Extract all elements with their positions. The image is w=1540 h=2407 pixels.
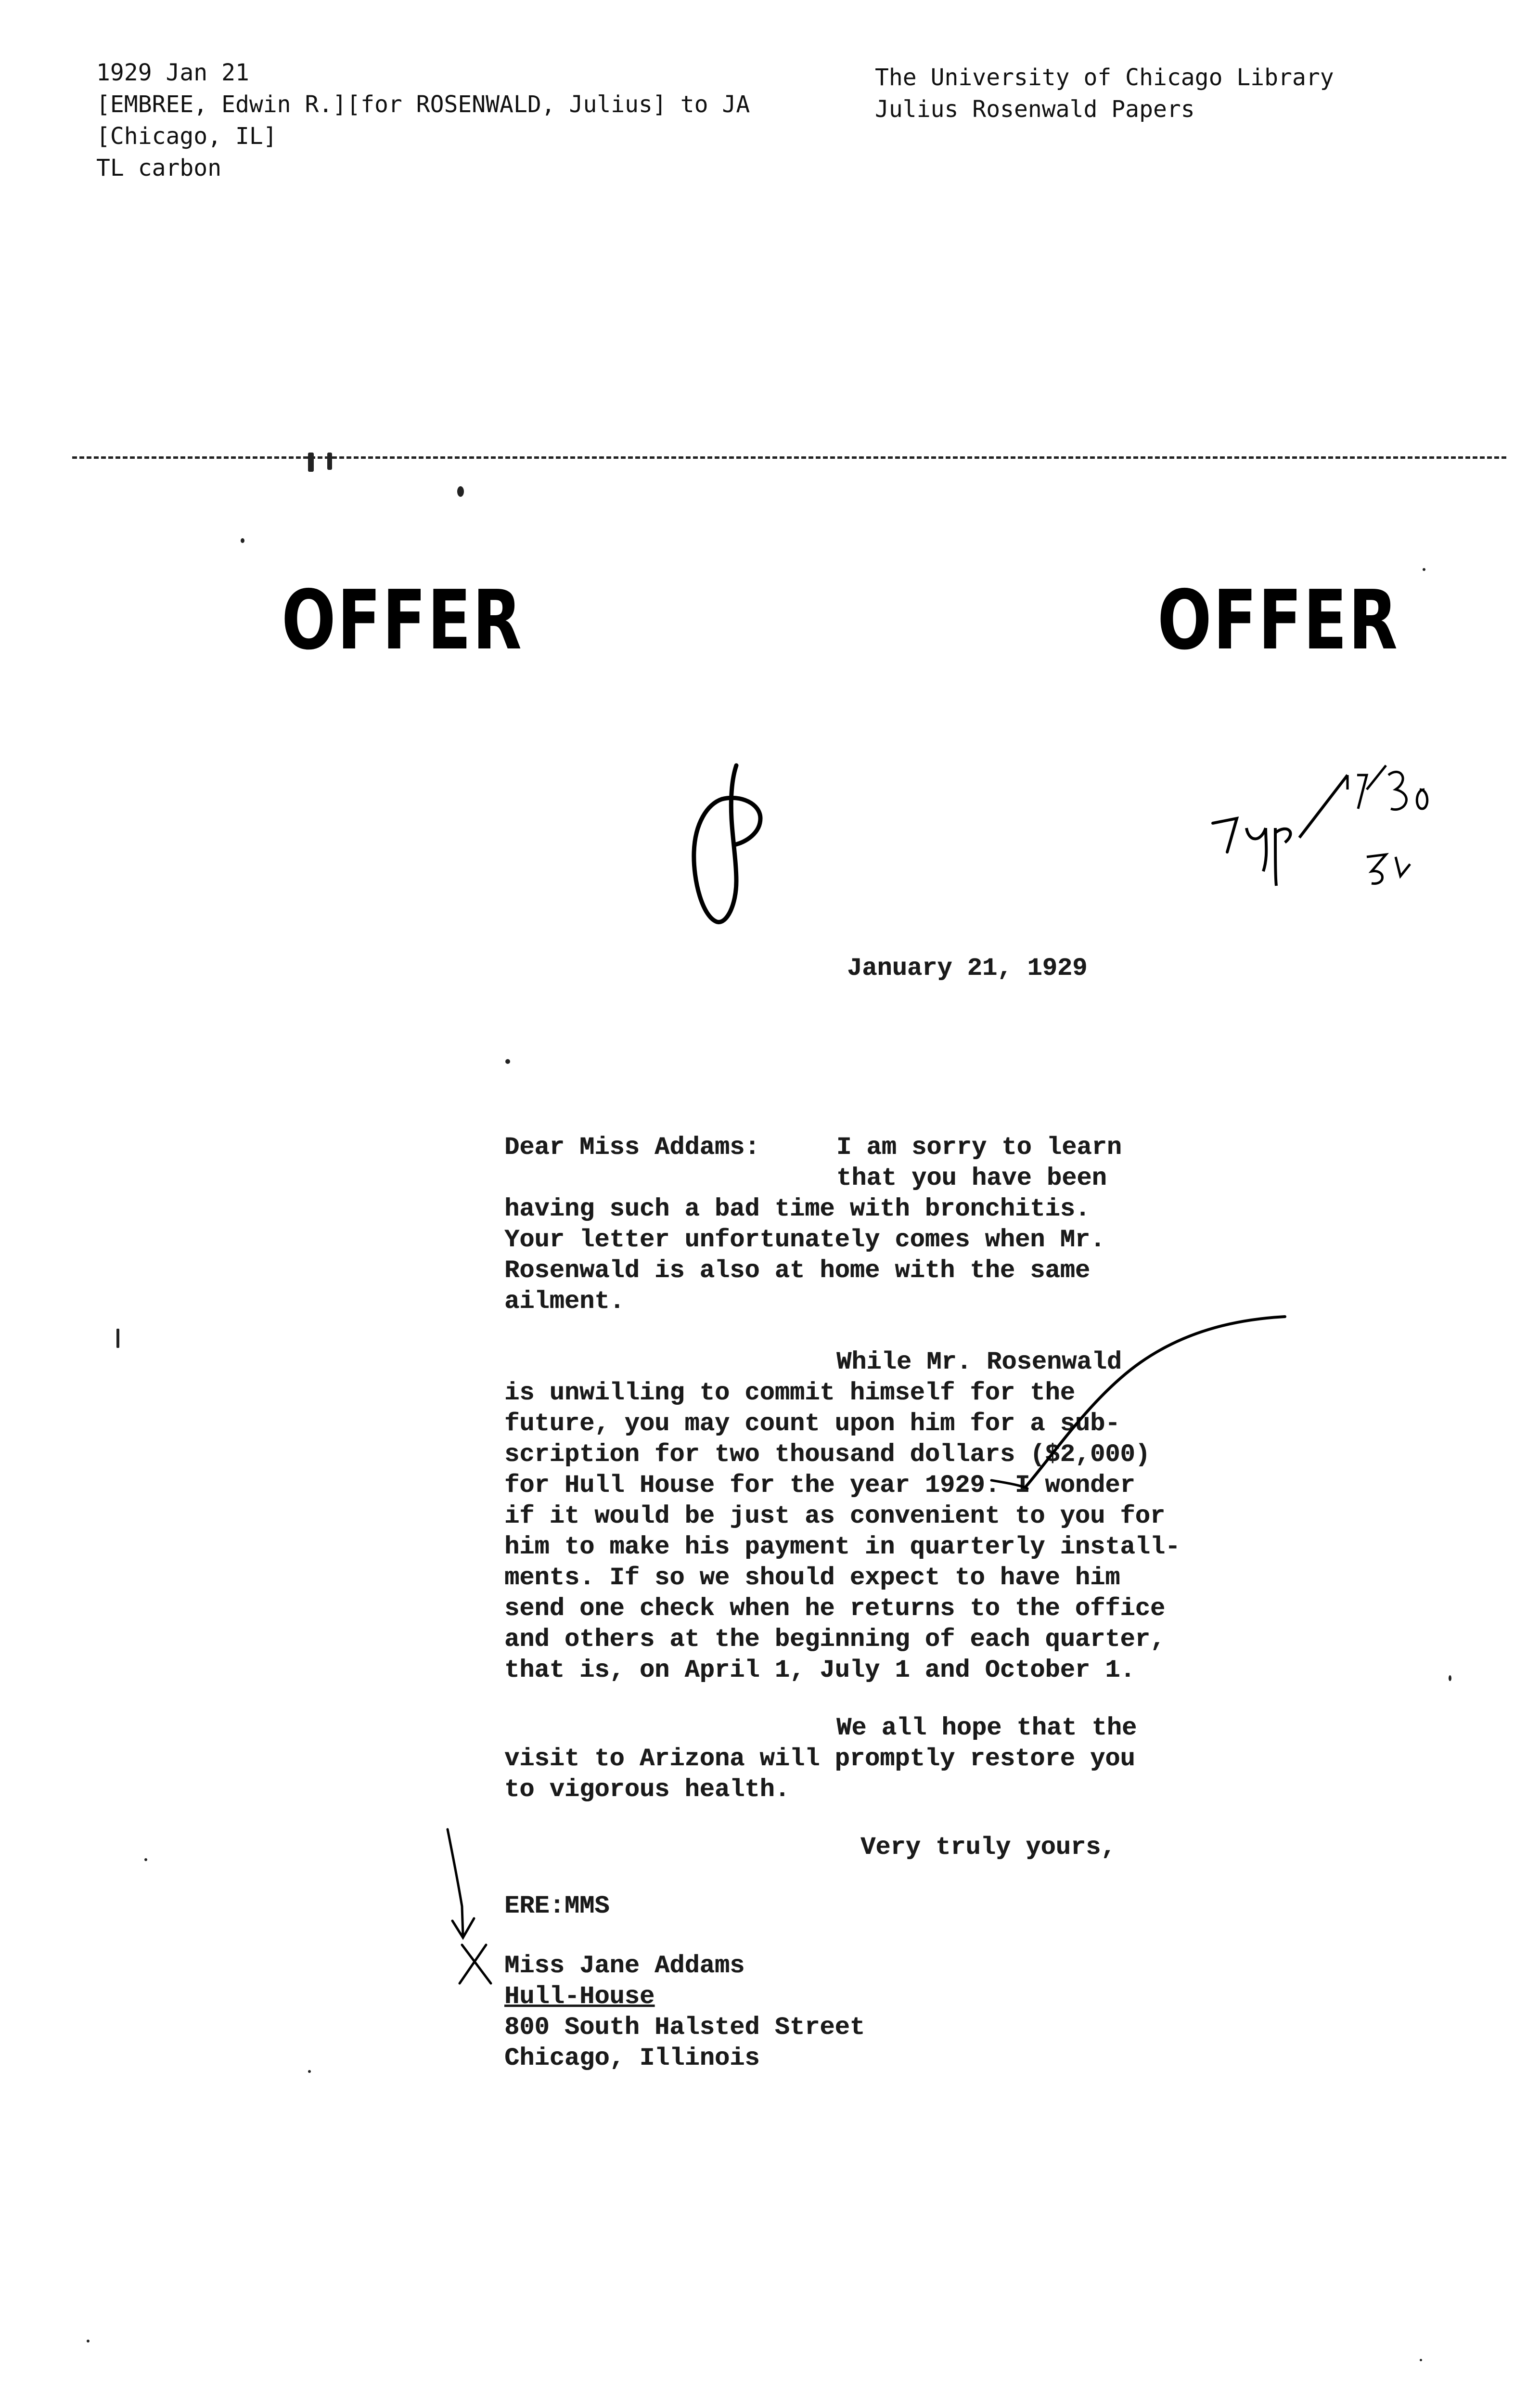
letter-line: Rosenwald is also at home with the same bbox=[504, 1256, 1090, 1285]
letter-line: if it would be just as convenient to you for bbox=[504, 1502, 1166, 1530]
letter-line: having such a bad time with bronchitis. bbox=[504, 1195, 1090, 1223]
source-collection: Julius Rosenwald Papers bbox=[875, 96, 1195, 123]
letter-line: to vigorous health. bbox=[504, 1775, 790, 1804]
handwritten-check-stroke bbox=[987, 1309, 1295, 1502]
letter-line: is unwilling to commit himself for the bbox=[504, 1379, 1075, 1407]
scan-speck bbox=[1420, 2359, 1422, 2361]
source-library: The University of Chicago Library bbox=[875, 64, 1334, 91]
address-city: Chicago, Illinois bbox=[504, 2044, 760, 2072]
citation-date: 1929 Jan 21 bbox=[96, 59, 249, 86]
letter-line: Your letter unfortunately comes when Mr. bbox=[504, 1226, 1105, 1254]
citation-format: TL carbon bbox=[96, 155, 222, 181]
scan-speck bbox=[308, 453, 314, 472]
letter-line: for Hull House for the year 1929. I wonder bbox=[504, 1471, 1135, 1500]
citation-correspondents: [EMBREE, Edwin R.][for ROSENWALD, Julius] to JA bbox=[96, 91, 750, 118]
handwritten-file-note bbox=[1203, 761, 1453, 905]
letter-line: send one check when he returns to the office bbox=[504, 1594, 1166, 1623]
offer-stamp-left: OFFER bbox=[282, 573, 524, 668]
scan-speck bbox=[308, 2070, 311, 2073]
letter-line: and others at the beginning of each quarter, bbox=[504, 1625, 1166, 1654]
scan-speck bbox=[1423, 568, 1425, 571]
archive-source bbox=[875, 62, 1334, 125]
letter-p1-line-2: that you have been bbox=[836, 1164, 1107, 1192]
letter-line: him to make his payment in quarterly install- bbox=[504, 1533, 1181, 1561]
address-street: 800 South Halsted Street bbox=[504, 2013, 865, 2042]
letter-line: scription for two thousand dollars ($2,000) bbox=[504, 1440, 1150, 1469]
letter-p3-first-line: We all hope that the bbox=[836, 1714, 1137, 1742]
letter-closing: Very truly yours, bbox=[860, 1833, 1116, 1862]
scan-speck bbox=[87, 2340, 90, 2342]
scan-speck bbox=[457, 486, 464, 497]
letter-line: visit to Arizona will promptly restore you bbox=[504, 1745, 1135, 1773]
letter-line: future, you may count upon him for a sub- bbox=[504, 1410, 1120, 1438]
scan-speck bbox=[327, 453, 332, 470]
citation-place: [Chicago, IL] bbox=[96, 123, 277, 150]
address-name: Miss Jane Addams bbox=[504, 1952, 745, 1980]
letter-initials: ERE:MMS bbox=[504, 1892, 610, 1920]
offer-stamp-right: OFFER bbox=[1157, 573, 1399, 668]
scan-speck bbox=[505, 1059, 510, 1064]
letter-salutation: Dear Miss Addams: bbox=[504, 1133, 760, 1162]
letter-line: ments. If so we should expect to have him bbox=[504, 1564, 1120, 1592]
scan-speck bbox=[144, 1858, 147, 1861]
scan-edge-line bbox=[72, 456, 1506, 459]
scan-speck bbox=[1449, 1675, 1451, 1681]
letter-p2-first-line: While Mr. Rosenwald bbox=[836, 1348, 1122, 1376]
letter-line: that is, on April 1, July 1 and October 1. bbox=[504, 1656, 1135, 1684]
letter-date: January 21, 1929 bbox=[847, 954, 1088, 983]
letter-line: ailment. bbox=[504, 1287, 625, 1316]
letter-p1-line-1: I am sorry to learn bbox=[836, 1133, 1122, 1162]
address-organization: Hull-House bbox=[504, 1982, 655, 2011]
scan-speck bbox=[116, 1329, 119, 1348]
handwritten-arrow-mark bbox=[433, 1825, 510, 1988]
archive-citation bbox=[96, 57, 750, 184]
scan-speck bbox=[241, 538, 244, 543]
handwritten-initial-mark bbox=[664, 761, 780, 934]
